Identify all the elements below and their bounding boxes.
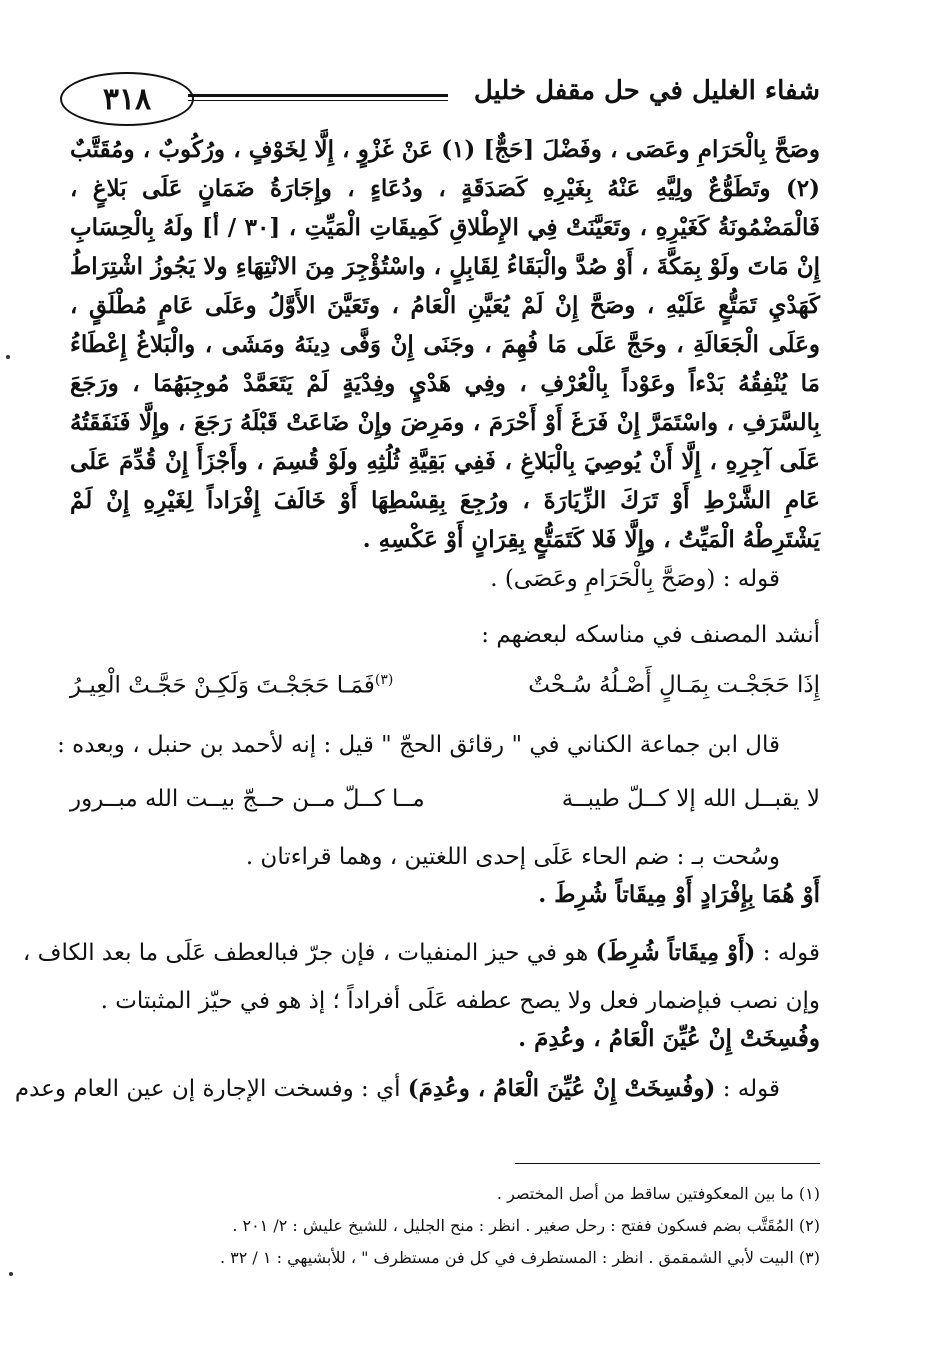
page-number: ٣١٨ xyxy=(60,72,194,126)
commentary-line: قال ابن جماعة الكناني في " رقائق الحجّ " قيل : إنه لأحمد بن حنبل ، وبعده : xyxy=(57,732,780,758)
commentary-line: قوله : (وصَحَّ بِالْحَرَامِ وعَصَى) . xyxy=(490,566,780,592)
matn-heading: أَوْ هُمَا بِإِفْرَادٍ أَوْ مِيقَاتاً شُرِطَ . xyxy=(538,881,820,908)
book-title: شفاء الغليل في حل مقفل خليل xyxy=(473,76,820,106)
verse-first-hemistich: لا يقبــل الله إلا كــلّ طيبــة xyxy=(561,786,820,812)
scan-speck xyxy=(9,1272,13,1276)
verse-second-hemistich: مــا كــلّ مــن حــجّ بيــت الله مبــرور xyxy=(70,786,425,812)
commentary-line: قوله : (أَوْ مِيقَاتاً شُرِطَ) هو في حيز المنفيات ، فإن جرّ فبالعطف عَلَى ما بعد الكاف ، xyxy=(22,939,820,966)
header-rule-thin xyxy=(188,100,448,101)
matn-heading: وفُسِخَتْ إِنْ عُيِّنَ الْعَامُ ، وعُدِمَ . xyxy=(518,1025,820,1052)
matn-text: وصَحَّ بِالْحَرَامِ وعَصَى ، وفَضْلَ [حَجٌّ] (١) عَنْ غَزْوٍ ، إِلَّا لِخَوْفٍ ، ورُكُوبٌ ، ومُقَتَّبٌ (٢) وتَطَوُّعٌ ولِيَّهِ عَنْهُ بِغَيْرِهِ كَصَدَقَةٍ ، ودُعَاءٍ ، وإِجَارَةُ ضَمَانٍ عَلَى بَلاغٍ ، فَالْمَضْمُونَةُ كَغَيْرِهِ ، وتَعَيَّنَتْ فِي الإِطْلاقِ كَمِيقَاتِ الْمَيِّتِ ، [٣٠ / أ] ولَهُ بِالْحِسَابِ إِنْ مَاتَ ولَوْ بِمَكَّةَ ، أَوْ صُدَّ والْبَقَاءُ لِقَابِلٍ ، واسْتُؤْجِرَ مِنَ الانْتِهَاءِ ولا يَجُوزُ اشْتِرَاطُ كَهَدْيِ تَمَتُّعٍ عَلَيْهِ ، وصَحَّ إِنْ لَمْ يُعَيَّنِ الْعَامُ ، وتَعَيَّنَ الأَوَّلُ وعَلَى عَامٍ مُطْلَقٍ ، وعَلَى الْجَعَالَةِ ، وحَجَّ عَلَى مَا فُهِمَ ، وجَنَى إِنْ وَفَّى دِينَهُ ومَشَى ، والْبَلاغُ إِعْطَاءُ مَا يُنْفِقُهُ بَدْءاً وعَوْداً بِالْعُرْفِ ، وفِي هَدْيٍ وفِدْيَةٍ لَمْ يَتَعَمَّدْ مُوجِبَهُمَا ، ورَجَعَ بِالسَّرَفِ ، واسْتَمَرَّ إِنْ فَرَغَ أَوْ أَحْرَمَ ، ومَرِضَ وإِنْ ضَاعَتْ قَبْلَهُ رَجَعَ ، وإِلَّا فَنَفَقَتُهُ عَلَى آجِرِهِ ، إِلَّا أَنْ يُوصِيَ بِالْبَلاغِ ، فَفِي بَقِيَّةِ ثُلُثِهِ ولَوْ قُسِمَ ، وأَجْزَأَ إِنْ قُدِّمَ عَلَى عَامِ الشَّرْطِ أَوْ تَرَكَ الزِّيَارَةَ ، ورُجِعَ بِقِسْطِهَا أَوْ خَالَفَ إِفْرَاداً لِغَيْرِهِ إِنْ لَمْ يَشْتَرِطْهُ الْمَيِّتُ ، وإِلَّا فَلا كَتَمَتُّعٍ بِقِرَانٍ أَوْ عَكْسِهِ . xyxy=(70,136,820,553)
footnote-3: (٣) البيت لأبي الشمقمق . انظر : المستطرف في كل فن مستظرف " ، للأبشيهي : ١ / ٣٢ . xyxy=(219,1248,820,1267)
page-header xyxy=(60,72,820,126)
quoted-matn: (وفُسِخَتْ إِنْ عُيِّنَ الْعَامُ ، وعُدِمَ) xyxy=(407,1075,716,1102)
verse-second-hemistich: $^{(٣)}$فَمَـا حَجَجْـتَ وَلَكِـنْ حَجَّـتْ الْعِيـرُ xyxy=(70,672,394,699)
verse-2 xyxy=(70,786,820,830)
footnote-ref: (٣) xyxy=(374,672,394,688)
verse-first-hemistich: إِذَا حَجَجْـت بِمَـالٍ أَصْـلُهُ سُـحْتٌ xyxy=(528,672,820,698)
footnote-2: (٢) المُقَتَّب بضم فسكون ففتح : رحل صغير . انظر : منح الجليل ، للشيخ عليش : ٢/ ٢٠١ . xyxy=(232,1216,820,1235)
header-rule xyxy=(188,94,448,97)
footnote-1: (١) ما بين المعكوفتين ساقط من أصل المختصر . xyxy=(496,1184,820,1203)
commentary-line: قوله : (وفُسِخَتْ إِنْ عُيِّنَ الْعَامُ ، وعُدِمَ) أي : وفسخت الإجارة إن عين العام وعدم xyxy=(14,1075,780,1102)
scan-speck xyxy=(6,355,10,359)
commentary-line: وسُحت بـ : ضم الحاء عَلَى إحدى اللغتين ، وهما قراءتان . xyxy=(245,844,780,870)
commentary-line: وإن نصب فبإضمار فعل ولا يصح عطفه عَلَى أفراداً ؛ إذ هو في حيّز المثبتات . xyxy=(100,988,820,1014)
commentary-line: أنشد المصنف في مناسكه لبعضهم : xyxy=(481,622,820,648)
footnote-separator xyxy=(515,1163,820,1164)
verse-1 xyxy=(70,672,820,716)
quoted-matn: (أَوْ مِيقَاتاً شُرِطَ) xyxy=(595,939,756,966)
